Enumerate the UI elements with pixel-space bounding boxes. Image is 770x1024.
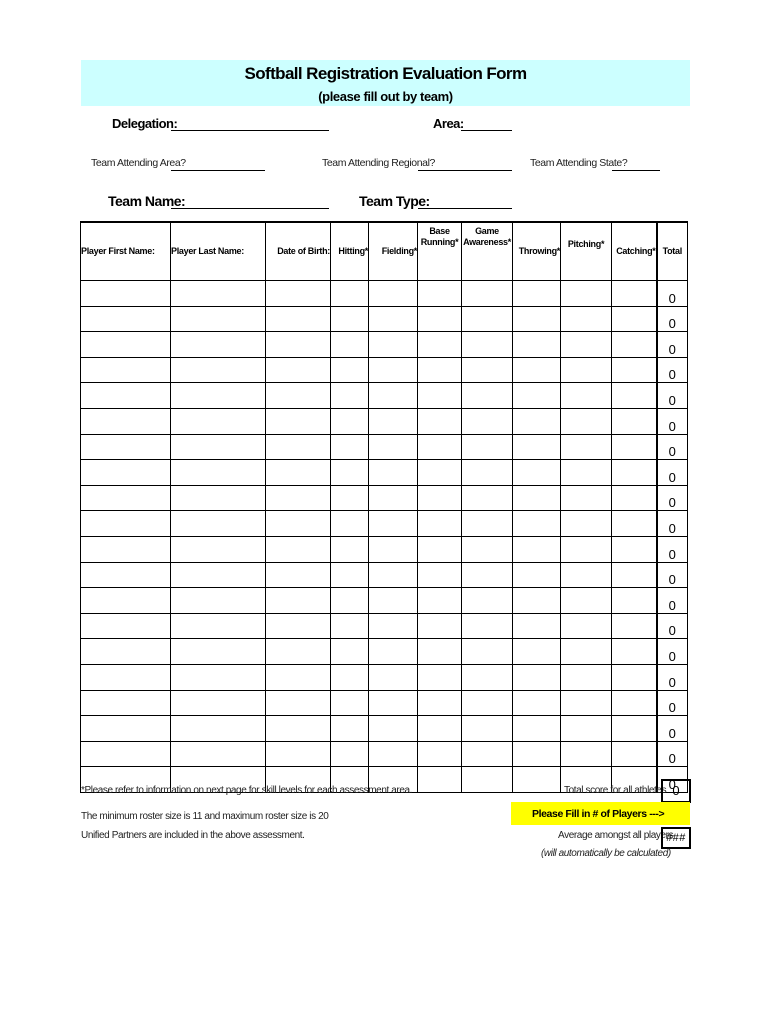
- header-date-of-birth: Date of Birth:: [266, 222, 331, 281]
- form-subtitle: (please fill out by team): [318, 89, 453, 104]
- team-attending-area-label: Team Attending Area?: [91, 157, 186, 169]
- cell-last-name[interactable]: [171, 664, 266, 690]
- cell-first-name[interactable]: [81, 408, 171, 434]
- cell-last-name[interactable]: [171, 408, 266, 434]
- cell-hitting[interactable]: [331, 639, 369, 665]
- team-attending-regional-label: Team Attending Regional?: [322, 157, 435, 169]
- cell-base-running[interactable]: [418, 434, 462, 460]
- cell-throwing[interactable]: [513, 332, 561, 358]
- team-attending-area-field[interactable]: [171, 170, 265, 171]
- cell-first-name[interactable]: [81, 383, 171, 409]
- cell-fielding[interactable]: [369, 383, 418, 409]
- cell-base-running[interactable]: [418, 588, 462, 614]
- table-row: [81, 357, 688, 383]
- table-row: [81, 613, 688, 639]
- cell-fielding[interactable]: [369, 306, 418, 332]
- skill-level-note: *Please refer to information on next page for skill levels for each assessment area.: [81, 785, 413, 796]
- cell-catching[interactable]: [612, 588, 657, 614]
- row-total: 0: [657, 281, 688, 307]
- cell-first-name[interactable]: [81, 664, 171, 690]
- row-total: 0: [657, 613, 688, 639]
- cell-base-running[interactable]: [418, 511, 462, 537]
- cell-pitching[interactable]: [561, 434, 612, 460]
- cell-last-name[interactable]: [171, 357, 266, 383]
- cell-catching[interactable]: [612, 639, 657, 665]
- cell-catching[interactable]: [612, 306, 657, 332]
- cell-throwing[interactable]: [513, 306, 561, 332]
- cell-throwing[interactable]: [513, 485, 561, 511]
- cell-first-name[interactable]: [81, 741, 171, 767]
- cell-game-awareness[interactable]: [462, 485, 513, 511]
- delegation-field[interactable]: [171, 130, 329, 131]
- cell-throwing[interactable]: [513, 408, 561, 434]
- cell-catching[interactable]: [612, 562, 657, 588]
- table-row: [81, 408, 688, 434]
- cell-throwing[interactable]: [513, 741, 561, 767]
- cell-hitting[interactable]: [331, 613, 369, 639]
- row-total: 0: [657, 332, 688, 358]
- cell-base-running[interactable]: [418, 639, 462, 665]
- cell-date-of-birth[interactable]: [266, 741, 331, 767]
- cell-throwing[interactable]: [513, 383, 561, 409]
- table-row: [81, 741, 688, 767]
- cell-fielding[interactable]: [369, 281, 418, 307]
- cell-date-of-birth[interactable]: [266, 306, 331, 332]
- header-hitting: Hitting*: [331, 222, 369, 281]
- table-row: [81, 588, 688, 614]
- cell-hitting[interactable]: [331, 434, 369, 460]
- table-row: [81, 332, 688, 358]
- cell-last-name[interactable]: [171, 383, 266, 409]
- cell-first-name[interactable]: [81, 613, 171, 639]
- cell-first-name[interactable]: [81, 306, 171, 332]
- cell-game-awareness[interactable]: [462, 511, 513, 537]
- cell-pitching[interactable]: [561, 690, 612, 716]
- row-total: 0: [657, 741, 688, 767]
- cell-date-of-birth[interactable]: [266, 408, 331, 434]
- cell-throwing[interactable]: [513, 434, 561, 460]
- cell-game-awareness[interactable]: [462, 613, 513, 639]
- cell-base-running[interactable]: [418, 664, 462, 690]
- row-total: 0: [657, 511, 688, 537]
- cell-first-name[interactable]: [81, 281, 171, 307]
- cell-catching[interactable]: [612, 408, 657, 434]
- cell-pitching[interactable]: [561, 485, 612, 511]
- cell-pitching[interactable]: [561, 639, 612, 665]
- cell-last-name[interactable]: [171, 332, 266, 358]
- team-name-label: Team Name:: [108, 193, 186, 209]
- cell-hitting[interactable]: [331, 332, 369, 358]
- cell-catching[interactable]: [612, 332, 657, 358]
- cell-hitting[interactable]: [331, 408, 369, 434]
- cell-catching[interactable]: [612, 741, 657, 767]
- area-field[interactable]: [461, 130, 512, 131]
- cell-throwing[interactable]: [513, 536, 561, 562]
- cell-fielding[interactable]: [369, 741, 418, 767]
- cell-date-of-birth[interactable]: [266, 562, 331, 588]
- cell-fielding[interactable]: [369, 408, 418, 434]
- table-row: [81, 306, 688, 332]
- cell-hitting[interactable]: [331, 664, 369, 690]
- auto-calculated-note: (will automatically be calculated): [541, 848, 671, 859]
- cell-base-running[interactable]: [418, 460, 462, 486]
- team-attending-regional-field[interactable]: [418, 170, 512, 171]
- row-total: 0: [657, 536, 688, 562]
- cell-first-name[interactable]: [81, 434, 171, 460]
- cell-throwing[interactable]: [513, 357, 561, 383]
- cell-throwing[interactable]: [513, 281, 561, 307]
- cell-game-awareness[interactable]: [462, 664, 513, 690]
- cell-fielding[interactable]: [369, 511, 418, 537]
- header-last-name: Player Last Name:: [171, 222, 266, 281]
- cell-catching[interactable]: [612, 485, 657, 511]
- cell-game-awareness[interactable]: [462, 639, 513, 665]
- cell-throwing[interactable]: [513, 613, 561, 639]
- cell-date-of-birth[interactable]: [266, 613, 331, 639]
- player-count-label: Please Fill in # of Players --->: [532, 808, 665, 820]
- cell-fielding[interactable]: [369, 536, 418, 562]
- cell-date-of-birth[interactable]: [266, 485, 331, 511]
- cell-pitching[interactable]: [561, 332, 612, 358]
- cell-hitting[interactable]: [331, 383, 369, 409]
- header-throwing: Throwing*: [513, 222, 561, 281]
- cell-pitching[interactable]: [561, 281, 612, 307]
- cell-pitching[interactable]: [561, 460, 612, 486]
- table-row: [81, 716, 688, 742]
- cell-pitching[interactable]: [561, 716, 612, 742]
- cell-date-of-birth[interactable]: [266, 690, 331, 716]
- header-catching: Catching*: [612, 222, 657, 281]
- area-label: Area:: [433, 116, 464, 131]
- cell-pitching[interactable]: [561, 536, 612, 562]
- average-label: Average amongst all players: [558, 830, 674, 841]
- average-value: ###: [661, 827, 691, 849]
- cell-date-of-birth[interactable]: [266, 511, 331, 537]
- cell-game-awareness[interactable]: [462, 767, 513, 793]
- cell-throwing[interactable]: [513, 767, 561, 793]
- table-row: [81, 281, 688, 307]
- cell-base-running[interactable]: [418, 613, 462, 639]
- cell-throwing[interactable]: [513, 716, 561, 742]
- cell-date-of-birth[interactable]: [266, 281, 331, 307]
- cell-last-name[interactable]: [171, 511, 266, 537]
- cell-date-of-birth[interactable]: [266, 383, 331, 409]
- table-row: [81, 485, 688, 511]
- cell-hitting[interactable]: [331, 588, 369, 614]
- cell-base-running[interactable]: [418, 562, 462, 588]
- cell-throwing[interactable]: [513, 588, 561, 614]
- cell-catching[interactable]: [612, 536, 657, 562]
- cell-first-name[interactable]: [81, 511, 171, 537]
- table-row: [81, 434, 688, 460]
- cell-game-awareness[interactable]: [462, 281, 513, 307]
- cell-first-name[interactable]: [81, 332, 171, 358]
- cell-last-name[interactable]: [171, 281, 266, 307]
- cell-base-running[interactable]: [418, 741, 462, 767]
- cell-throwing[interactable]: [513, 690, 561, 716]
- team-type-field[interactable]: [418, 208, 512, 209]
- cell-hitting[interactable]: [331, 281, 369, 307]
- cell-first-name[interactable]: [81, 357, 171, 383]
- row-total: 0: [657, 767, 688, 793]
- cell-pitching[interactable]: [561, 383, 612, 409]
- cell-throwing[interactable]: [513, 511, 561, 537]
- row-total: 0: [657, 357, 688, 383]
- cell-game-awareness[interactable]: [462, 306, 513, 332]
- table-header-row: [81, 222, 688, 281]
- cell-game-awareness[interactable]: [462, 434, 513, 460]
- cell-first-name[interactable]: [81, 536, 171, 562]
- total-score-label: Total score for all athletes: [564, 785, 667, 796]
- cell-hitting[interactable]: [331, 460, 369, 486]
- header-game-awareness: Game Awareness*: [462, 222, 513, 281]
- row-total: 0: [657, 460, 688, 486]
- cell-date-of-birth[interactable]: [266, 639, 331, 665]
- cell-hitting[interactable]: [331, 741, 369, 767]
- table-row: [81, 460, 688, 486]
- cell-date-of-birth[interactable]: [266, 332, 331, 358]
- team-attending-state-label: Team Attending State?: [530, 157, 628, 169]
- header-base-running: Base Running*: [418, 222, 462, 281]
- cell-last-name[interactable]: [171, 639, 266, 665]
- row-total: 0: [657, 690, 688, 716]
- cell-hitting[interactable]: [331, 511, 369, 537]
- cell-base-running[interactable]: [418, 408, 462, 434]
- cell-fielding[interactable]: [369, 485, 418, 511]
- cell-first-name[interactable]: [81, 485, 171, 511]
- cell-game-awareness[interactable]: [462, 332, 513, 358]
- cell-base-running[interactable]: [418, 306, 462, 332]
- cell-date-of-birth[interactable]: [266, 588, 331, 614]
- team-attending-state-field[interactable]: [612, 170, 660, 171]
- cell-catching[interactable]: [612, 690, 657, 716]
- row-total: 0: [657, 664, 688, 690]
- cell-date-of-birth[interactable]: [266, 536, 331, 562]
- cell-hitting[interactable]: [331, 716, 369, 742]
- cell-throwing[interactable]: [513, 460, 561, 486]
- cell-catching[interactable]: [612, 281, 657, 307]
- table-row: [81, 562, 688, 588]
- cell-first-name[interactable]: [81, 716, 171, 742]
- cell-last-name[interactable]: [171, 485, 266, 511]
- cell-pitching[interactable]: [561, 357, 612, 383]
- roster-size-note: The minimum roster size is 11 and maximum roster size is 20: [81, 811, 329, 822]
- cell-pitching[interactable]: [561, 511, 612, 537]
- table-row: [81, 639, 688, 665]
- cell-date-of-birth[interactable]: [266, 716, 331, 742]
- cell-fielding[interactable]: [369, 716, 418, 742]
- cell-base-running[interactable]: [418, 332, 462, 358]
- row-total: 0: [657, 408, 688, 434]
- cell-game-awareness[interactable]: [462, 536, 513, 562]
- cell-base-running[interactable]: [418, 357, 462, 383]
- cell-base-running[interactable]: [418, 281, 462, 307]
- cell-pitching[interactable]: [561, 408, 612, 434]
- cell-last-name[interactable]: [171, 741, 266, 767]
- header-fielding: Fielding*: [369, 222, 418, 281]
- cell-base-running[interactable]: [418, 690, 462, 716]
- cell-base-running[interactable]: [418, 383, 462, 409]
- cell-fielding[interactable]: [369, 357, 418, 383]
- cell-last-name[interactable]: [171, 690, 266, 716]
- cell-fielding[interactable]: [369, 434, 418, 460]
- cell-first-name[interactable]: [81, 562, 171, 588]
- cell-game-awareness[interactable]: [462, 716, 513, 742]
- cell-last-name[interactable]: [171, 434, 266, 460]
- row-total: 0: [657, 485, 688, 511]
- cell-game-awareness[interactable]: [462, 357, 513, 383]
- unified-partners-note: Unified Partners are included in the above assessment.: [81, 830, 305, 841]
- cell-fielding[interactable]: [369, 562, 418, 588]
- table-row: [81, 383, 688, 409]
- cell-pitching[interactable]: [561, 613, 612, 639]
- cell-first-name[interactable]: [81, 588, 171, 614]
- row-total: 0: [657, 639, 688, 665]
- table-row: [81, 511, 688, 537]
- cell-date-of-birth[interactable]: [266, 357, 331, 383]
- row-total: 0: [657, 716, 688, 742]
- cell-fielding[interactable]: [369, 588, 418, 614]
- table-row: [81, 664, 688, 690]
- table-row: [81, 690, 688, 716]
- roster-table: [80, 221, 688, 793]
- row-total: 0: [657, 434, 688, 460]
- cell-catching[interactable]: [612, 383, 657, 409]
- cell-game-awareness[interactable]: [462, 690, 513, 716]
- cell-catching[interactable]: [612, 664, 657, 690]
- cell-last-name[interactable]: [171, 716, 266, 742]
- cell-first-name[interactable]: [81, 639, 171, 665]
- cell-date-of-birth[interactable]: [266, 460, 331, 486]
- row-total: 0: [657, 588, 688, 614]
- cell-pitching[interactable]: [561, 741, 612, 767]
- cell-hitting[interactable]: [331, 562, 369, 588]
- cell-first-name[interactable]: [81, 690, 171, 716]
- header-total: Total: [657, 222, 688, 281]
- total-score-value: 0: [661, 779, 691, 803]
- cell-hitting[interactable]: [331, 536, 369, 562]
- cell-fielding[interactable]: [369, 639, 418, 665]
- cell-catching[interactable]: [612, 613, 657, 639]
- cell-first-name[interactable]: [81, 460, 171, 486]
- cell-hitting[interactable]: [331, 690, 369, 716]
- cell-base-running[interactable]: [418, 536, 462, 562]
- header-pitching: Pitching*: [561, 222, 612, 281]
- cell-base-running[interactable]: [418, 485, 462, 511]
- cell-pitching[interactable]: [561, 664, 612, 690]
- cell-hitting[interactable]: [331, 485, 369, 511]
- row-total: 0: [657, 306, 688, 332]
- cell-fielding[interactable]: [369, 460, 418, 486]
- cell-game-awareness[interactable]: [462, 460, 513, 486]
- cell-pitching[interactable]: [561, 588, 612, 614]
- team-type-label: Team Type:: [359, 193, 430, 209]
- team-name-field[interactable]: [171, 208, 329, 209]
- cell-pitching[interactable]: [561, 562, 612, 588]
- cell-last-name[interactable]: [171, 306, 266, 332]
- cell-catching[interactable]: [612, 511, 657, 537]
- table-row: [81, 536, 688, 562]
- header-first-name: Player First Name:: [81, 222, 171, 281]
- cell-throwing[interactable]: [513, 639, 561, 665]
- cell-catching[interactable]: [612, 434, 657, 460]
- cell-catching[interactable]: [612, 357, 657, 383]
- cell-hitting[interactable]: [331, 357, 369, 383]
- cell-hitting[interactable]: [331, 306, 369, 332]
- cell-last-name[interactable]: [171, 460, 266, 486]
- cell-date-of-birth[interactable]: [266, 664, 331, 690]
- cell-last-name[interactable]: [171, 588, 266, 614]
- row-total: 0: [657, 383, 688, 409]
- cell-date-of-birth[interactable]: [266, 434, 331, 460]
- cell-fielding[interactable]: [369, 332, 418, 358]
- cell-throwing[interactable]: [513, 664, 561, 690]
- cell-fielding[interactable]: [369, 664, 418, 690]
- cell-fielding[interactable]: [369, 613, 418, 639]
- cell-game-awareness[interactable]: [462, 588, 513, 614]
- cell-base-running[interactable]: [418, 716, 462, 742]
- form-title: Softball Registration Evaluation Form: [244, 64, 527, 83]
- cell-pitching[interactable]: [561, 306, 612, 332]
- delegation-label: Delegation:: [112, 116, 178, 131]
- cell-fielding[interactable]: [369, 690, 418, 716]
- cell-last-name[interactable]: [171, 613, 266, 639]
- cell-game-awareness[interactable]: [462, 408, 513, 434]
- cell-game-awareness[interactable]: [462, 741, 513, 767]
- cell-catching[interactable]: [612, 460, 657, 486]
- cell-throwing[interactable]: [513, 562, 561, 588]
- cell-last-name[interactable]: [171, 562, 266, 588]
- cell-last-name[interactable]: [171, 536, 266, 562]
- cell-catching[interactable]: [612, 716, 657, 742]
- cell-game-awareness[interactable]: [462, 562, 513, 588]
- cell-base-running[interactable]: [418, 767, 462, 793]
- cell-game-awareness[interactable]: [462, 383, 513, 409]
- row-total: 0: [657, 562, 688, 588]
